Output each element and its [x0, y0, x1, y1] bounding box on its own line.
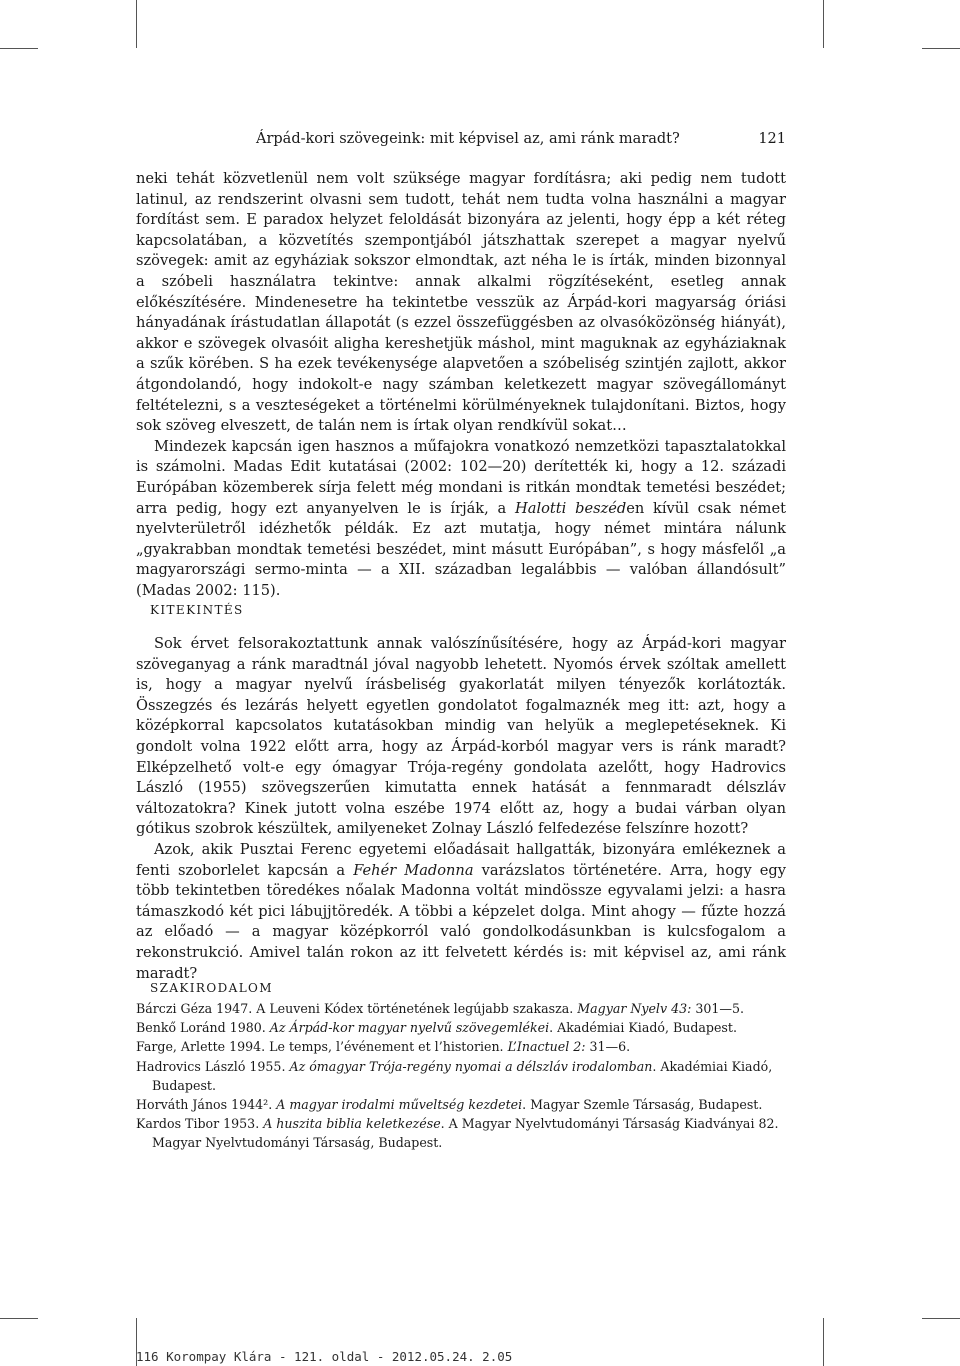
text-run: en kívül csak német nyelvterületről idézhetők példák. Ez azt mutatja, hogy német mintára nálunk „gyakrabban mondtak temetési beszédet, mint másutt Európában”, s hogy másfelől „a magyarországi sermo-minta — a XII. században legalábbis — valóban állandósult” (Madas 2002: 115).	[136, 499, 786, 599]
italic-title: Az Árpád-kor magyar nyelvű szövegemlékei	[269, 1020, 550, 1036]
italic-title: Halotti beszéd	[515, 499, 627, 517]
text-run: 301—5.	[691, 1001, 745, 1016]
main-text	[136, 169, 786, 601]
print-slug: 116 Korompay Klára - 121. oldal - 2012.05.24. 2.05	[136, 1349, 513, 1364]
italic-title: L’Inactuel 2:	[507, 1039, 586, 1055]
italic-title: A huszita biblia keletkezése	[263, 1116, 441, 1132]
text-run: varázslatos történetére. Arra, hogy egy több tekintetben töredékes nőalak Madonna voltát mindössze egyvalami jelzi: a hasra támaszkodó két pici lábujjtöredék. A többi a képzelet dolga. Mint ahogy — fűzte hozzá az előadó — a magyar középkorról való gondolkodásunkban is kulcsfogalom a rekonstrukció. Amivel talán rokon az itt felvetett kérdés is: mit képvisel az, ami ránk maradt?	[136, 861, 787, 982]
reference-item	[136, 1057, 796, 1095]
section-title: KITEKINTÉS	[150, 603, 244, 617]
crop-mark	[922, 1318, 960, 1319]
italic-title: Magyar Nyelv 43:	[577, 1001, 692, 1016]
text-run: . A Magyar Nyelvtudományi Társaság Kiadványai 82. Magyar Nyelvtudományi Társaság, Budapest.	[152, 1116, 779, 1151]
italic-title: A magyar irodalmi műveltség kezdetei	[276, 1097, 523, 1113]
crop-mark	[823, 0, 824, 48]
italic-title: Az ómagyar Trója-regény nyomai a délszláv irodalomban	[289, 1058, 653, 1074]
text-run: Bárczi Géza 1947. A Leuveni Kódex történetének legújabb szakasza.	[136, 1001, 578, 1016]
text-run: Hadrovics László 1955.	[136, 1058, 290, 1074]
text-run: . Akadémiai Kiadó, Budapest.	[549, 1020, 737, 1036]
reference-item	[136, 999, 796, 1018]
reference-item	[136, 1114, 796, 1152]
paragraph: neki tehát közvetlenül nem volt szüksége magyar fordításra; aki pedig nem tudott latinul, az rendszerint olvasni sem tudott, tehát nem tudta volna használni a magyar fordítást sem. E paradox helyzet feloldását bizonyára az jelenti, hogy épp a két réteg kapcsolatában, a közvetítés szempontjából játszhattak szerepet a magyar nyelvű szövegek: amit az egyháziak sokszor elmondtak, azt néha le is írták, minden bizonnyal a szóbeli használatra tekintve: annak alkalmi rögzítéseként, esetleg annak előkészítésére. Mindenesetre ha tekintetbe vesszük az Árpád-kori magyarság óriási hányadának írástudatlan állapotát (s ezzel összefüggésben az olvasóközönség hiányát), akkor e szövegek olvasóit aligha kereshetjük máshol, mint maguknak az egyháziaknak a szűk körében. S ha ezek tevékenysége alapvetően a szóbeliség szintjén zajlott, akkor átgondolandó, hogy indokolt-e nagy számban keletkezett magyar szövegállományt feltételezni, s a veszteségeket a történelmi körülményeknek tulajdonítani. Biztos, hogy sok szöveg elveszett, de talán nem is írtak olyan rendkívül sokat…	[136, 170, 786, 435]
running-title: Árpád-kori szövegeink: mit képvisel az, ami ránk maradt?	[256, 131, 680, 147]
outlook-text	[136, 634, 786, 984]
paragraph: Sok érvet felsorakoztattunk annak valószínűsítésére, hogy az Árpád-kori magyar szöveganyag a ránk maradtnál jóval nagyobb lehetett. Nyomós érvek szóltak amellett is, hogy a magyar nyelvű írásbeliség gyakorlatát milyen tényezők korlátozták. Összegzés és lezárás helyett egyetlen gondolatot fogalmaznék meg itt: azt, hogy a középkorral kapcsolatos kutatásokban mindig van helyük a meglepetéseknek. Ki gondolt volna 1922 előtt arra, hogy az Árpád-korból magyar vers is ránk maradt? Elképzelhető volt-e egy ómagyar Trója-regény gondolata azelőtt, hogy Hadrovics László (1955) szövegszerűen kimutatta ennek hatását a fennmaradt délszláv változatokra? Kinek jutott volna eszébe 1974 előtt az, hogy a budai várban olyan gótikus szobrok készültek, amilyeneket Zolnay László felfedezése felszínre hozott?	[136, 635, 786, 838]
text-run: Mindezek kapcsán igen hasznos a műfajokra vonatkozó nemzetközi tapasztalatokkal is számolni. Madas Edit kutatásai (2002: 102—20) derítették ki, hogy a 12. századi Európában közemberek sírja felett még mondani is ritkán mondtak temetési beszédet; arra pedig, hogy ezt anyanyelven le is írják, a	[136, 437, 786, 517]
crop-mark	[136, 0, 137, 48]
text-run: Horváth János 1944².	[136, 1097, 277, 1113]
crop-mark	[0, 48, 38, 49]
reference-item	[136, 1018, 796, 1037]
text-run: Farge, Arlette 1994. Le temps, l’événement et l’historien.	[136, 1039, 508, 1055]
italic-title: Fehér Madonna	[353, 861, 474, 879]
text-run: Azok, akik Pusztai Ferenc egyetemi előadásait hallgatták, bizonyára emlékeznek a fenti szoborlelet kapcsán a	[136, 840, 786, 879]
crop-mark	[922, 48, 960, 49]
reference-list	[136, 999, 796, 1153]
running-header	[136, 131, 786, 155]
crop-mark	[823, 1318, 824, 1366]
reference-item	[136, 1037, 796, 1056]
page-number: 121	[758, 131, 786, 147]
text-run: Benkő Loránd 1980.	[136, 1020, 270, 1036]
section-title: SZAKIRODALOM	[150, 981, 273, 995]
crop-mark	[0, 1318, 38, 1319]
paragraph	[136, 840, 786, 984]
reference-item	[136, 1095, 796, 1114]
text-run: Kardos Tibor 1953.	[136, 1116, 264, 1132]
text-run: . Magyar Szemle Társaság, Budapest.	[522, 1097, 763, 1113]
paragraph	[136, 437, 786, 602]
text-run: . Akadémiai Kiadó, Budapest.	[152, 1058, 773, 1093]
text-run: 31—6.	[585, 1039, 631, 1055]
